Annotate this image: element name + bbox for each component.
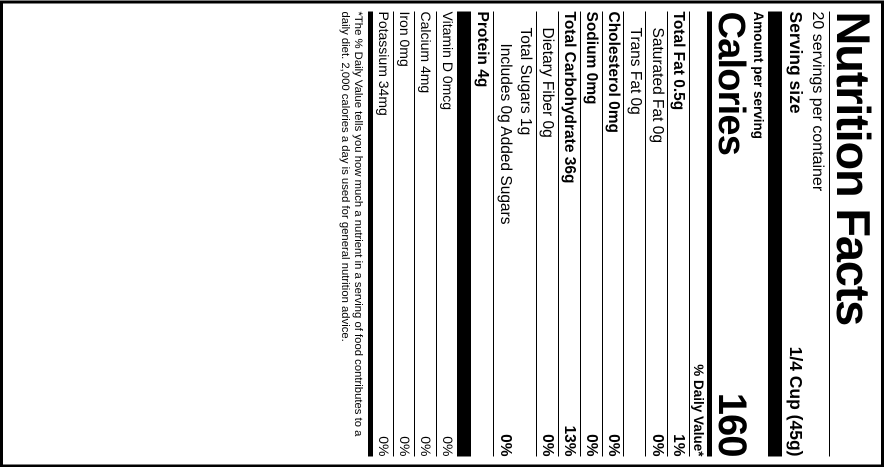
nutrient-row bbox=[602, 11, 624, 456]
daily-value-footnote: *The % Daily Value tells you how much a nutrient in a serving of food contributes to a daily diet. 2,000 calories a day is used for general nutrition advice. bbox=[338, 11, 364, 436]
vitamin-name: Calcium 4mg bbox=[418, 11, 435, 93]
nutrient-name: Sodium 0mg bbox=[583, 11, 601, 105]
calories-value: 160 bbox=[709, 392, 754, 456]
amount-per-serving-label: Amount per serving bbox=[750, 11, 766, 139]
nutrient-name: Total Fat 0.5g bbox=[670, 11, 688, 110]
nutrient-dv: 0% bbox=[583, 433, 601, 456]
nutrient-dv: 0% bbox=[496, 433, 514, 456]
servings-per-container: 20 servings per container bbox=[808, 11, 826, 191]
nutrient-row bbox=[667, 11, 689, 456]
nutrient-row bbox=[536, 11, 558, 456]
daily-value-header bbox=[689, 11, 707, 456]
calories-row bbox=[707, 11, 754, 456]
vitamin-row bbox=[414, 11, 435, 456]
serving-size-row bbox=[768, 11, 807, 456]
vitamin-dv: 0% bbox=[396, 435, 413, 456]
nutrient-name: Total Sugars 1g bbox=[517, 27, 535, 135]
vitamin-row bbox=[436, 11, 457, 456]
nutrient-row bbox=[558, 11, 580, 456]
nutrient-row bbox=[623, 11, 645, 456]
vitamin-name: Iron 0mg bbox=[396, 11, 413, 67]
nutrient-row bbox=[493, 11, 515, 456]
nutrient-row bbox=[515, 11, 536, 456]
vitamin-row bbox=[393, 11, 414, 456]
nutrient-name: Cholesterol 0mg bbox=[604, 11, 622, 133]
nutrient-row bbox=[580, 11, 602, 456]
nutrient-name: Includes 0g Added Sugars bbox=[496, 43, 514, 224]
vitamin-name: Vitamin D 0mcg bbox=[439, 11, 456, 110]
nutrient-dv: 0% bbox=[648, 433, 666, 456]
serving-size-label: Serving size bbox=[785, 11, 806, 114]
nutrient-row bbox=[645, 11, 667, 456]
calories-label: Calories bbox=[710, 11, 753, 155]
daily-value-header-text: % Daily Value* bbox=[690, 363, 706, 456]
nutrient-dv: 0% bbox=[604, 433, 622, 456]
serving-size-value: 1/4 Cup (45g) bbox=[785, 346, 806, 456]
page-title: Nutrition Facts bbox=[829, 11, 876, 456]
protein-row bbox=[457, 11, 493, 456]
vitamin-dv: 0% bbox=[439, 435, 456, 456]
vitamin-dv: 0% bbox=[375, 435, 392, 456]
nutrient-name: Trans Fat 0g bbox=[626, 27, 644, 115]
nutrient-name: Dietary Fiber 0g bbox=[539, 27, 557, 138]
vitamin-row bbox=[368, 11, 393, 456]
nutrient-dv: 13% bbox=[561, 424, 579, 456]
nutrient-name: Total Carbohydrate 36g bbox=[561, 11, 579, 183]
nutrient-name: Saturated Fat 0g bbox=[648, 27, 666, 143]
protein-name: Protein 4g bbox=[474, 11, 492, 87]
vitamin-name: Potassium 34mg bbox=[375, 11, 392, 116]
nutrient-dv: 1% bbox=[670, 433, 688, 456]
nutrient-dv: 0% bbox=[539, 433, 557, 456]
vitamin-dv: 0% bbox=[418, 435, 435, 456]
